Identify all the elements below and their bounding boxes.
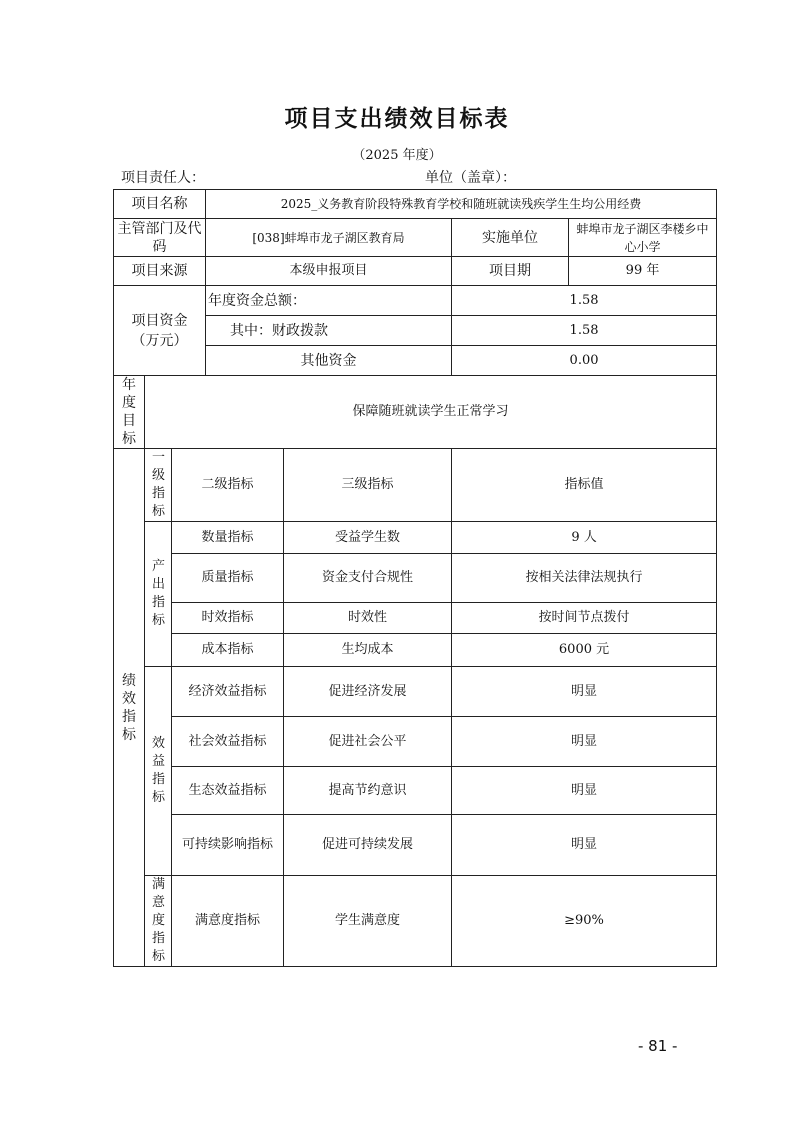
- project-period-value: 99 年: [569, 257, 717, 286]
- table-row: [114, 717, 717, 767]
- benefit-indicators-label: 效益指标: [145, 667, 172, 876]
- level2-cell: 时效指标: [172, 603, 284, 634]
- other-funds-value: 0.00: [452, 346, 717, 376]
- annual-funds-label: 年度资金总额：: [206, 286, 452, 316]
- value-cell: 明显: [452, 815, 717, 876]
- row-department: [114, 219, 717, 257]
- level3-cell: 受益学生数: [284, 522, 452, 554]
- project-source-label: 项目来源: [114, 257, 206, 286]
- level3-cell: 时效性: [284, 603, 452, 634]
- project-name-value: 2025_义务教育阶段特殊教育学校和随班就读残疾学生生均公用经费: [206, 190, 717, 219]
- level2-cell: 数量指标: [172, 522, 284, 554]
- project-name-label: 项目名称: [114, 190, 206, 219]
- value-cell: 明显: [452, 667, 717, 717]
- implementing-unit-label: 实施单位: [452, 219, 569, 257]
- implementing-unit-value: 蚌埠市龙子湖区李楼乡中心小学: [569, 219, 717, 257]
- row-project-name: [114, 190, 717, 219]
- level3-cell: 促进社会公平: [284, 717, 452, 767]
- annual-goal-text: 保障随班就读学生正常学习: [145, 376, 717, 449]
- value-cell: ≥90%: [452, 876, 717, 967]
- level2-cell: 可持续影响指标: [172, 815, 284, 876]
- table-row: [114, 876, 717, 967]
- year-label: （2025 年度）: [352, 148, 442, 163]
- project-funds-label: 项目资金（万元）: [114, 286, 206, 376]
- value-cell: 明显: [452, 717, 717, 767]
- level3-cell: 学生满意度: [284, 876, 452, 967]
- level2-cell: 经济效益指标: [172, 667, 284, 717]
- annual-funds-value: 1.58: [452, 286, 717, 316]
- table-row: [114, 634, 717, 667]
- value-cell: 6000 元: [452, 634, 717, 667]
- table-row: [114, 767, 717, 815]
- row-annual-goal: [114, 376, 717, 449]
- annual-goal-label: 年度目标: [114, 376, 145, 449]
- table-row: [114, 667, 717, 717]
- table-row: [114, 603, 717, 634]
- responsible-person-label: 项目责任人：: [121, 170, 205, 186]
- fiscal-funds-value: 1.58: [452, 316, 717, 346]
- level3-cell: 提高节约意识: [284, 767, 452, 815]
- document-title: 项目支出绩效目标表: [284, 106, 510, 132]
- row-funds-total: [114, 286, 717, 316]
- level3-header: 三级指标: [284, 449, 452, 522]
- level2-cell: 质量指标: [172, 554, 284, 603]
- value-cell: 9 人: [452, 522, 717, 554]
- table-row: [114, 554, 717, 603]
- table-row: [114, 815, 717, 876]
- value-cell: 按相关法律法规执行: [452, 554, 717, 603]
- level3-cell: 生均成本: [284, 634, 452, 667]
- table-row: [114, 522, 717, 554]
- level2-header: 二级指标: [172, 449, 284, 522]
- value-header: 指标值: [452, 449, 717, 522]
- level3-cell: 资金支付合规性: [284, 554, 452, 603]
- unit-seal-label: 单位（盖章）：: [425, 170, 516, 186]
- other-funds-label: 其他资金: [206, 346, 452, 376]
- level2-cell: 满意度指标: [172, 876, 284, 967]
- satisfaction-indicators-label: 满意度指标: [145, 876, 172, 967]
- output-indicators-label: 产出指标: [145, 522, 172, 667]
- value-cell: 明显: [452, 767, 717, 815]
- project-source-value: 本级申报项目: [206, 257, 452, 286]
- department-label: 主管部门及代码: [114, 219, 206, 257]
- level1-header: 一级指标: [145, 449, 172, 522]
- value-cell: 按时间节点拨付: [452, 603, 717, 634]
- project-period-label: 项目期: [452, 257, 569, 286]
- department-value: [038]蚌埠市龙子湖区教育局: [206, 219, 452, 257]
- level3-cell: 促进可持续发展: [284, 815, 452, 876]
- performance-table: [113, 189, 717, 967]
- level2-cell: 成本指标: [172, 634, 284, 667]
- performance-indicators-label: 绩效指标: [114, 449, 145, 967]
- fiscal-funds-label: 其中：财政拨款: [206, 316, 452, 346]
- level3-cell: 促进经济发展: [284, 667, 452, 717]
- level2-cell: 社会效益指标: [172, 717, 284, 767]
- page-number: - 81 -: [638, 1037, 678, 1055]
- level2-cell: 生态效益指标: [172, 767, 284, 815]
- row-indicator-header: [114, 449, 717, 522]
- row-source: [114, 257, 717, 286]
